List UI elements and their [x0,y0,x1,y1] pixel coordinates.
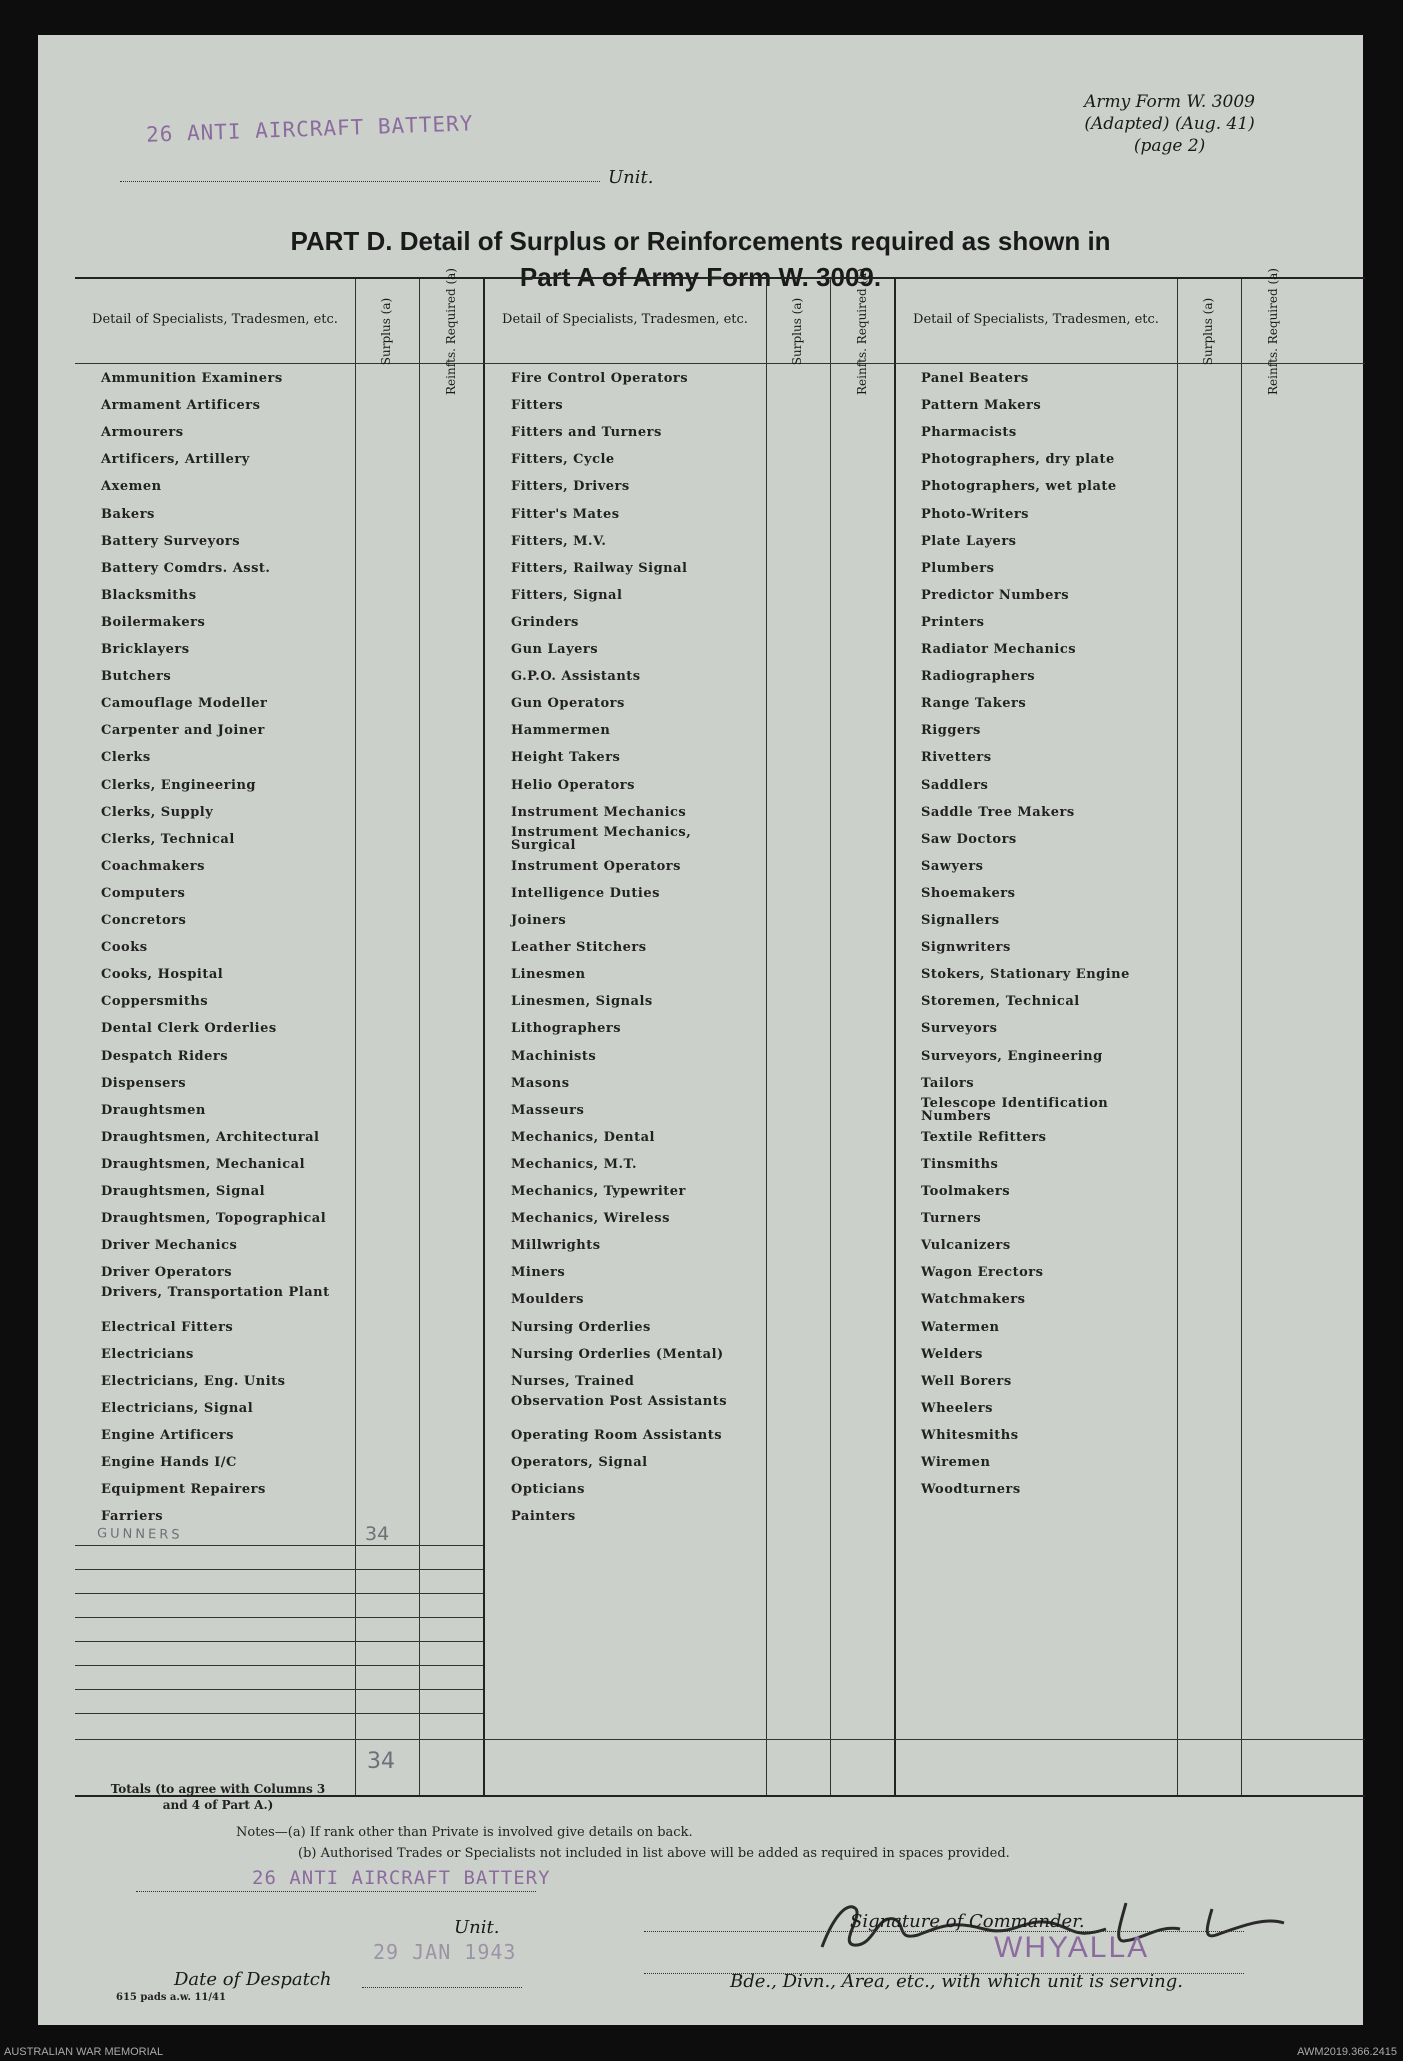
trade-item: Hammermen [511,723,611,739]
trade-item: Bricklayers [101,642,190,657]
trade-item: Coppersmiths [101,994,209,1010]
trade-item: Fire Control Operators [511,371,689,386]
trade-item: Height Takers [511,750,621,766]
specialists-table [75,267,1365,1797]
trade-item: Radiator Mechanics [921,642,1077,657]
trade-item: Fitters, Railway Signal [511,560,688,576]
trade-item: Mechanics, Typewriter [511,1184,686,1199]
trade-item: Fitters and Turners [511,425,662,441]
trade-item: Panel Beaters [921,371,1029,386]
trade-item: Boilermakers [101,614,206,630]
trade-item: Clerks, Technical [101,831,235,847]
trade-item: Masseurs [511,1102,585,1118]
trade-item: Cooks, Hospital [101,967,224,983]
trade-item: Saddlers [921,777,989,793]
trade-item: Plumbers [921,560,995,576]
trade-item: Pharmacists [921,425,1017,441]
trade-item: Nursing Orderlies [511,1319,651,1335]
trade-item: Gun Layers [511,642,599,657]
trade-item: Nurses, Trained [511,1373,635,1389]
trade-item: Driver Mechanics [101,1238,238,1254]
trade-item: Electrical Fitters [101,1319,234,1335]
trade-item: Well Borers [921,1373,1012,1389]
trade-item: Instrument Mechanics [511,804,687,820]
location-label: Bde., Divn., Area, etc., with which unit is serving. [730,1971,1183,1992]
trade-item: Sawyers [921,858,984,874]
unit-field-bottom [136,1891,536,1892]
trade-item: Concretors [101,913,187,928]
form-ref-line2: (Adapted) (Aug. 41) [1084,114,1255,134]
trade-item: Photographers, dry plate [921,452,1115,468]
trade-item: Millwrights [511,1238,601,1254]
trade-item: Signallers [921,913,1000,928]
trade-item: Driver Operators [101,1265,233,1281]
trade-item: Predictor Numbers [921,587,1070,603]
trade-item: Painters [511,1509,576,1525]
trade-item: Tinsmiths [921,1156,999,1172]
trade-item: Whitesmiths [921,1427,1019,1443]
signature-label: Signature of Commander. [850,1911,1085,1932]
trade-item: Tailors [921,1075,975,1091]
trade-item: Operating Room Assistants [511,1427,723,1443]
trade-item: Equipment Repairers [101,1482,266,1498]
trade-item: Coachmakers [101,858,205,874]
unit-label-top: Unit. [608,167,654,188]
trade-item: Electricians, Signal [101,1400,254,1416]
trade-item: Draughtsmen, Signal [101,1184,266,1199]
trade-item: Moulders [511,1292,584,1308]
unit-label-bottom: Unit. [454,1917,500,1938]
trade-item: Stokers, Stationary Engine [921,967,1130,983]
trade-item: Wiremen [921,1455,991,1470]
trade-item: Fitter's Mates [511,506,620,522]
trade-item: Storemen, Technical [921,994,1080,1010]
trade-item: Draughtsmen [101,1102,206,1118]
trade-item: Vulcanizers [921,1238,1011,1254]
trade-item: Butchers [101,669,172,685]
unit-stamp-top: 26 ANTI AIRCRAFT BATTERY [145,111,474,147]
trade-item: Surveyors [921,1021,998,1037]
trade-item: Farriers [101,1509,164,1525]
trade-item: Artificers, Artillery [101,452,250,468]
trade-item: Dispensers [101,1075,187,1091]
trade-item: Opticians [511,1482,585,1498]
trade-item: Masons [511,1075,570,1091]
trade-item: Photographers, wet plate [921,479,1117,495]
totals-surplus: 34 [367,1749,395,1774]
archive-label: AUSTRALIAN WAR MEMORIAL [4,2046,164,2058]
trade-item: Engine Hands I/C [101,1455,237,1470]
trade-item: Mechanics, Dental [511,1129,655,1145]
trade-item: Mechanics, Wireless [511,1211,670,1227]
handwritten-surplus: 34 [365,1523,390,1545]
trade-item: Helio Operators [511,777,635,793]
trade-item: Shoemakers [921,885,1016,901]
trade-item: Armament Artificers [101,398,261,414]
trade-item: Grinders [511,614,579,630]
trade-item: Observation Post Assistants [511,1393,728,1409]
trade-item: Clerks, Engineering [101,777,256,793]
trade-item: Armourers [101,425,184,441]
trade-item: Ammunition Examiners [101,371,283,386]
totals-label: Totals (to agree with Columns 3 and 4 of Part A.) [110,1782,326,1812]
trade-item: Miners [511,1265,566,1281]
trade-item: Signwriters [921,940,1011,956]
print-code: 615 pads a.w. 11/41 [116,1992,226,2003]
date-label: Date of Despatch [174,1969,332,1990]
trade-item: Surveyors, Engineering [921,1048,1103,1064]
trade-item: Nursing Orderlies (Mental) [511,1346,724,1362]
trade-item: Range Takers [921,696,1027,712]
trade-item: Woodturners [921,1482,1021,1498]
location-stamp: WHYALLA [994,1931,1150,1964]
title-line2: Part A of Army Form W. 3009. [519,262,882,292]
header-reinfts-3: Reinfts. Required (a) [1265,267,1280,395]
trade-item: Riggers [921,723,981,739]
trade-item: Mechanics, M.T. [511,1156,638,1172]
header-surplus-1: Surplus (a) [379,297,394,365]
trade-item: Electricians [101,1346,194,1362]
trade-item: Saddle Tree Makers [921,804,1075,820]
unit-stamp-bottom: 26 ANTI AIRCRAFT BATTERY [252,1867,551,1889]
header-detail-3: Detail of Specialists, Tradesmen, etc. [913,312,1159,327]
trade-item: Turners [921,1211,982,1227]
trade-item: Wagon Erectors [921,1265,1044,1281]
unit-field-top [120,153,600,182]
trade-item: Fitters, Cycle [511,452,615,468]
trade-item: Gun Operators [511,696,625,712]
trade-item: Plate Layers [921,533,1017,549]
trade-item: Watermen [921,1319,1000,1335]
form-ref-line1: Army Form W. 3009 [1084,92,1255,112]
trade-item: Bakers [101,506,155,522]
trade-item: Computers [101,885,186,901]
note-a: Notes—(a) If rank other than Private is involved give details on back. [236,1825,693,1840]
form-page [38,35,1363,2025]
trade-item: Axemen [101,479,162,495]
trade-item: Engine Artificers [101,1427,234,1443]
trade-item: Intelligence Duties [511,885,660,901]
form-reference [1084,91,1255,157]
trade-item: Fitters, Drivers [511,479,630,495]
header-detail-1: Detail of Specialists, Tradesmen, etc. [92,312,338,327]
trade-item: Battery Comdrs. Asst. [101,560,271,576]
trade-item: Saw Doctors [921,831,1017,847]
header-surplus-3: Surplus (a) [1201,297,1216,365]
trade-item: Wheelers [921,1400,993,1416]
trade-item: Despatch Riders [101,1048,229,1064]
trade-item: Clerks, Supply [101,804,214,820]
trade-item: Linesmen [511,967,586,983]
svg-text:JHCampbell Lieut for: JHCampbell Lieut for [814,1957,825,1958]
trade-item: Operators, Signal [511,1455,648,1470]
trade-item: Photo-Writers [921,506,1030,522]
trade-item: Telescope Identification Numbers [921,1095,1109,1124]
date-field [362,1987,522,1988]
date-stamp: 29 JAN 1943 [373,1940,517,1964]
trade-item: Machinists [511,1048,597,1064]
trade-item: Watchmakers [921,1292,1026,1308]
header-reinfts-1: Reinfts. Required (a) [443,267,458,395]
trade-item: Joiners [511,913,567,928]
trade-item: Instrument Mechanics, Surgical [511,824,692,853]
trade-item: Electricians, Eng. Units [101,1373,286,1389]
trade-item: Leather Stitchers [511,940,647,956]
trade-item: Fitters, M.V. [511,533,607,549]
form-ref-line3: (page 2) [1133,136,1206,156]
header-reinfts-2: Reinfts. Required (a) [854,267,869,395]
trade-item: Carpenter and Joiner [101,723,265,739]
trade-item: Draughtsmen, Mechanical [101,1156,306,1172]
title-line1: PART D. Detail of Surplus or Reinforcements required as shown in [290,226,1111,256]
trade-item: Battery Surveyors [101,533,241,549]
trade-item: Lithographers [511,1021,622,1037]
trade-item: Instrument Operators [511,858,681,874]
trade-item: Blacksmiths [101,587,197,603]
trade-item: Textile Refitters [921,1129,1047,1145]
archive-id: AWM2019.366.2415 [1297,2046,1397,2058]
header-detail-2: Detail of Specialists, Tradesmen, etc. [502,312,748,327]
trade-item: Rivetters [921,750,992,766]
header-surplus-2: Surplus (a) [790,297,805,365]
handwritten-trade: GUNNERS [96,1526,183,1543]
trade-item: Printers [921,614,985,630]
trade-item: Toolmakers [921,1184,1011,1199]
trade-item: Fitters, Signal [511,587,623,603]
trade-item: Dental Clerk Orderlies [101,1021,277,1037]
trade-item: Fitters [511,398,564,414]
note-b: (b) Authorised Trades or Specialists not included in list above will be added as required in spaces provided. [298,1846,1010,1861]
trade-item: Drivers, Transportation Plant [101,1285,330,1301]
trade-item: Cooks [101,940,148,956]
trade-item: Draughtsmen, Architectural [101,1129,320,1145]
trade-item: Radiographers [921,669,1036,685]
trade-item: Camouflage Modeller [101,696,268,712]
trade-item: Draughtsmen, Topographical [101,1211,327,1227]
trade-item: Linesmen, Signals [511,994,653,1010]
trade-item: G.P.O. Assistants [511,669,641,685]
trade-item: Clerks [101,750,151,766]
trade-item: Welders [921,1346,983,1362]
trade-item: Pattern Makers [921,398,1042,414]
